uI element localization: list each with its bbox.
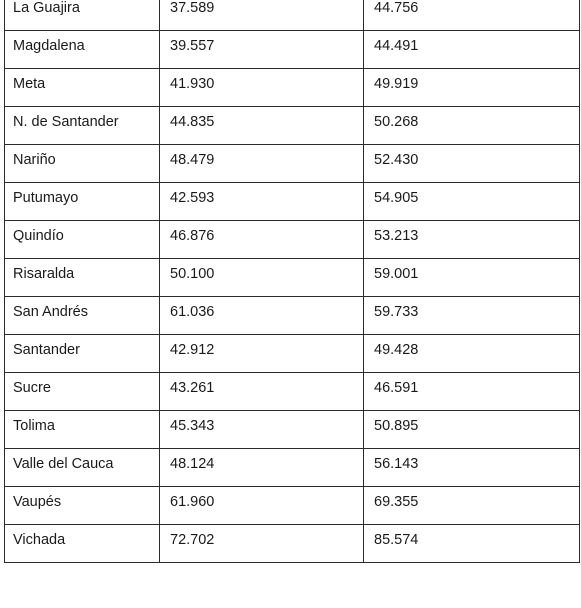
value-1-cell: 61.960	[160, 487, 364, 525]
table-row	[5, 373, 580, 411]
table-row	[5, 449, 580, 487]
value-2-cell: 44.756	[364, 0, 580, 31]
value-2-cell: 49.919	[364, 69, 580, 107]
value-2-cell: 49.428	[364, 335, 580, 373]
table-row	[5, 525, 580, 563]
value-2-cell: 59.001	[364, 259, 580, 297]
table-row	[5, 411, 580, 449]
table-row	[5, 183, 580, 221]
value-2-cell: 52.430	[364, 145, 580, 183]
department-cell: Risaralda	[5, 259, 160, 297]
department-cell: Nariño	[5, 145, 160, 183]
table-row	[5, 297, 580, 335]
value-1-cell: 44.835	[160, 107, 364, 145]
table-row	[5, 0, 580, 31]
table-row	[5, 335, 580, 373]
value-2-cell: 50.895	[364, 411, 580, 449]
value-2-cell: 85.574	[364, 525, 580, 563]
value-1-cell: 45.343	[160, 411, 364, 449]
department-cell: N. de Santander	[5, 107, 160, 145]
department-cell: Putumayo	[5, 183, 160, 221]
department-cell: Quindío	[5, 221, 160, 259]
table-row	[5, 145, 580, 183]
value-1-cell: 50.100	[160, 259, 364, 297]
value-1-cell: 48.124	[160, 449, 364, 487]
table-row	[5, 31, 580, 69]
table-row	[5, 487, 580, 525]
value-1-cell: 61.036	[160, 297, 364, 335]
value-2-cell: 59.733	[364, 297, 580, 335]
department-cell: Santander	[5, 335, 160, 373]
table-row	[5, 107, 580, 145]
table-row	[5, 221, 580, 259]
department-cell: La Guajira	[5, 0, 160, 31]
department-cell: San Andrés	[5, 297, 160, 335]
department-cell: Sucre	[5, 373, 160, 411]
department-cell: Valle del Cauca	[5, 449, 160, 487]
department-cell: Magdalena	[5, 31, 160, 69]
value-1-cell: 41.930	[160, 69, 364, 107]
table-row	[5, 69, 580, 107]
value-1-cell: 46.876	[160, 221, 364, 259]
department-cell: Vichada	[5, 525, 160, 563]
value-2-cell: 46.591	[364, 373, 580, 411]
department-cell: Meta	[5, 69, 160, 107]
value-1-cell: 39.557	[160, 31, 364, 69]
value-2-cell: 56.143	[364, 449, 580, 487]
data-table	[4, 0, 580, 563]
department-cell: Vaupés	[5, 487, 160, 525]
table-row	[5, 259, 580, 297]
value-1-cell: 42.912	[160, 335, 364, 373]
value-1-cell: 72.702	[160, 525, 364, 563]
value-2-cell: 44.491	[364, 31, 580, 69]
value-2-cell: 53.213	[364, 221, 580, 259]
value-2-cell: 54.905	[364, 183, 580, 221]
department-cell: Tolima	[5, 411, 160, 449]
value-1-cell: 42.593	[160, 183, 364, 221]
value-1-cell: 37.589	[160, 0, 364, 31]
value-2-cell: 50.268	[364, 107, 580, 145]
value-1-cell: 48.479	[160, 145, 364, 183]
value-1-cell: 43.261	[160, 373, 364, 411]
value-2-cell: 69.355	[364, 487, 580, 525]
